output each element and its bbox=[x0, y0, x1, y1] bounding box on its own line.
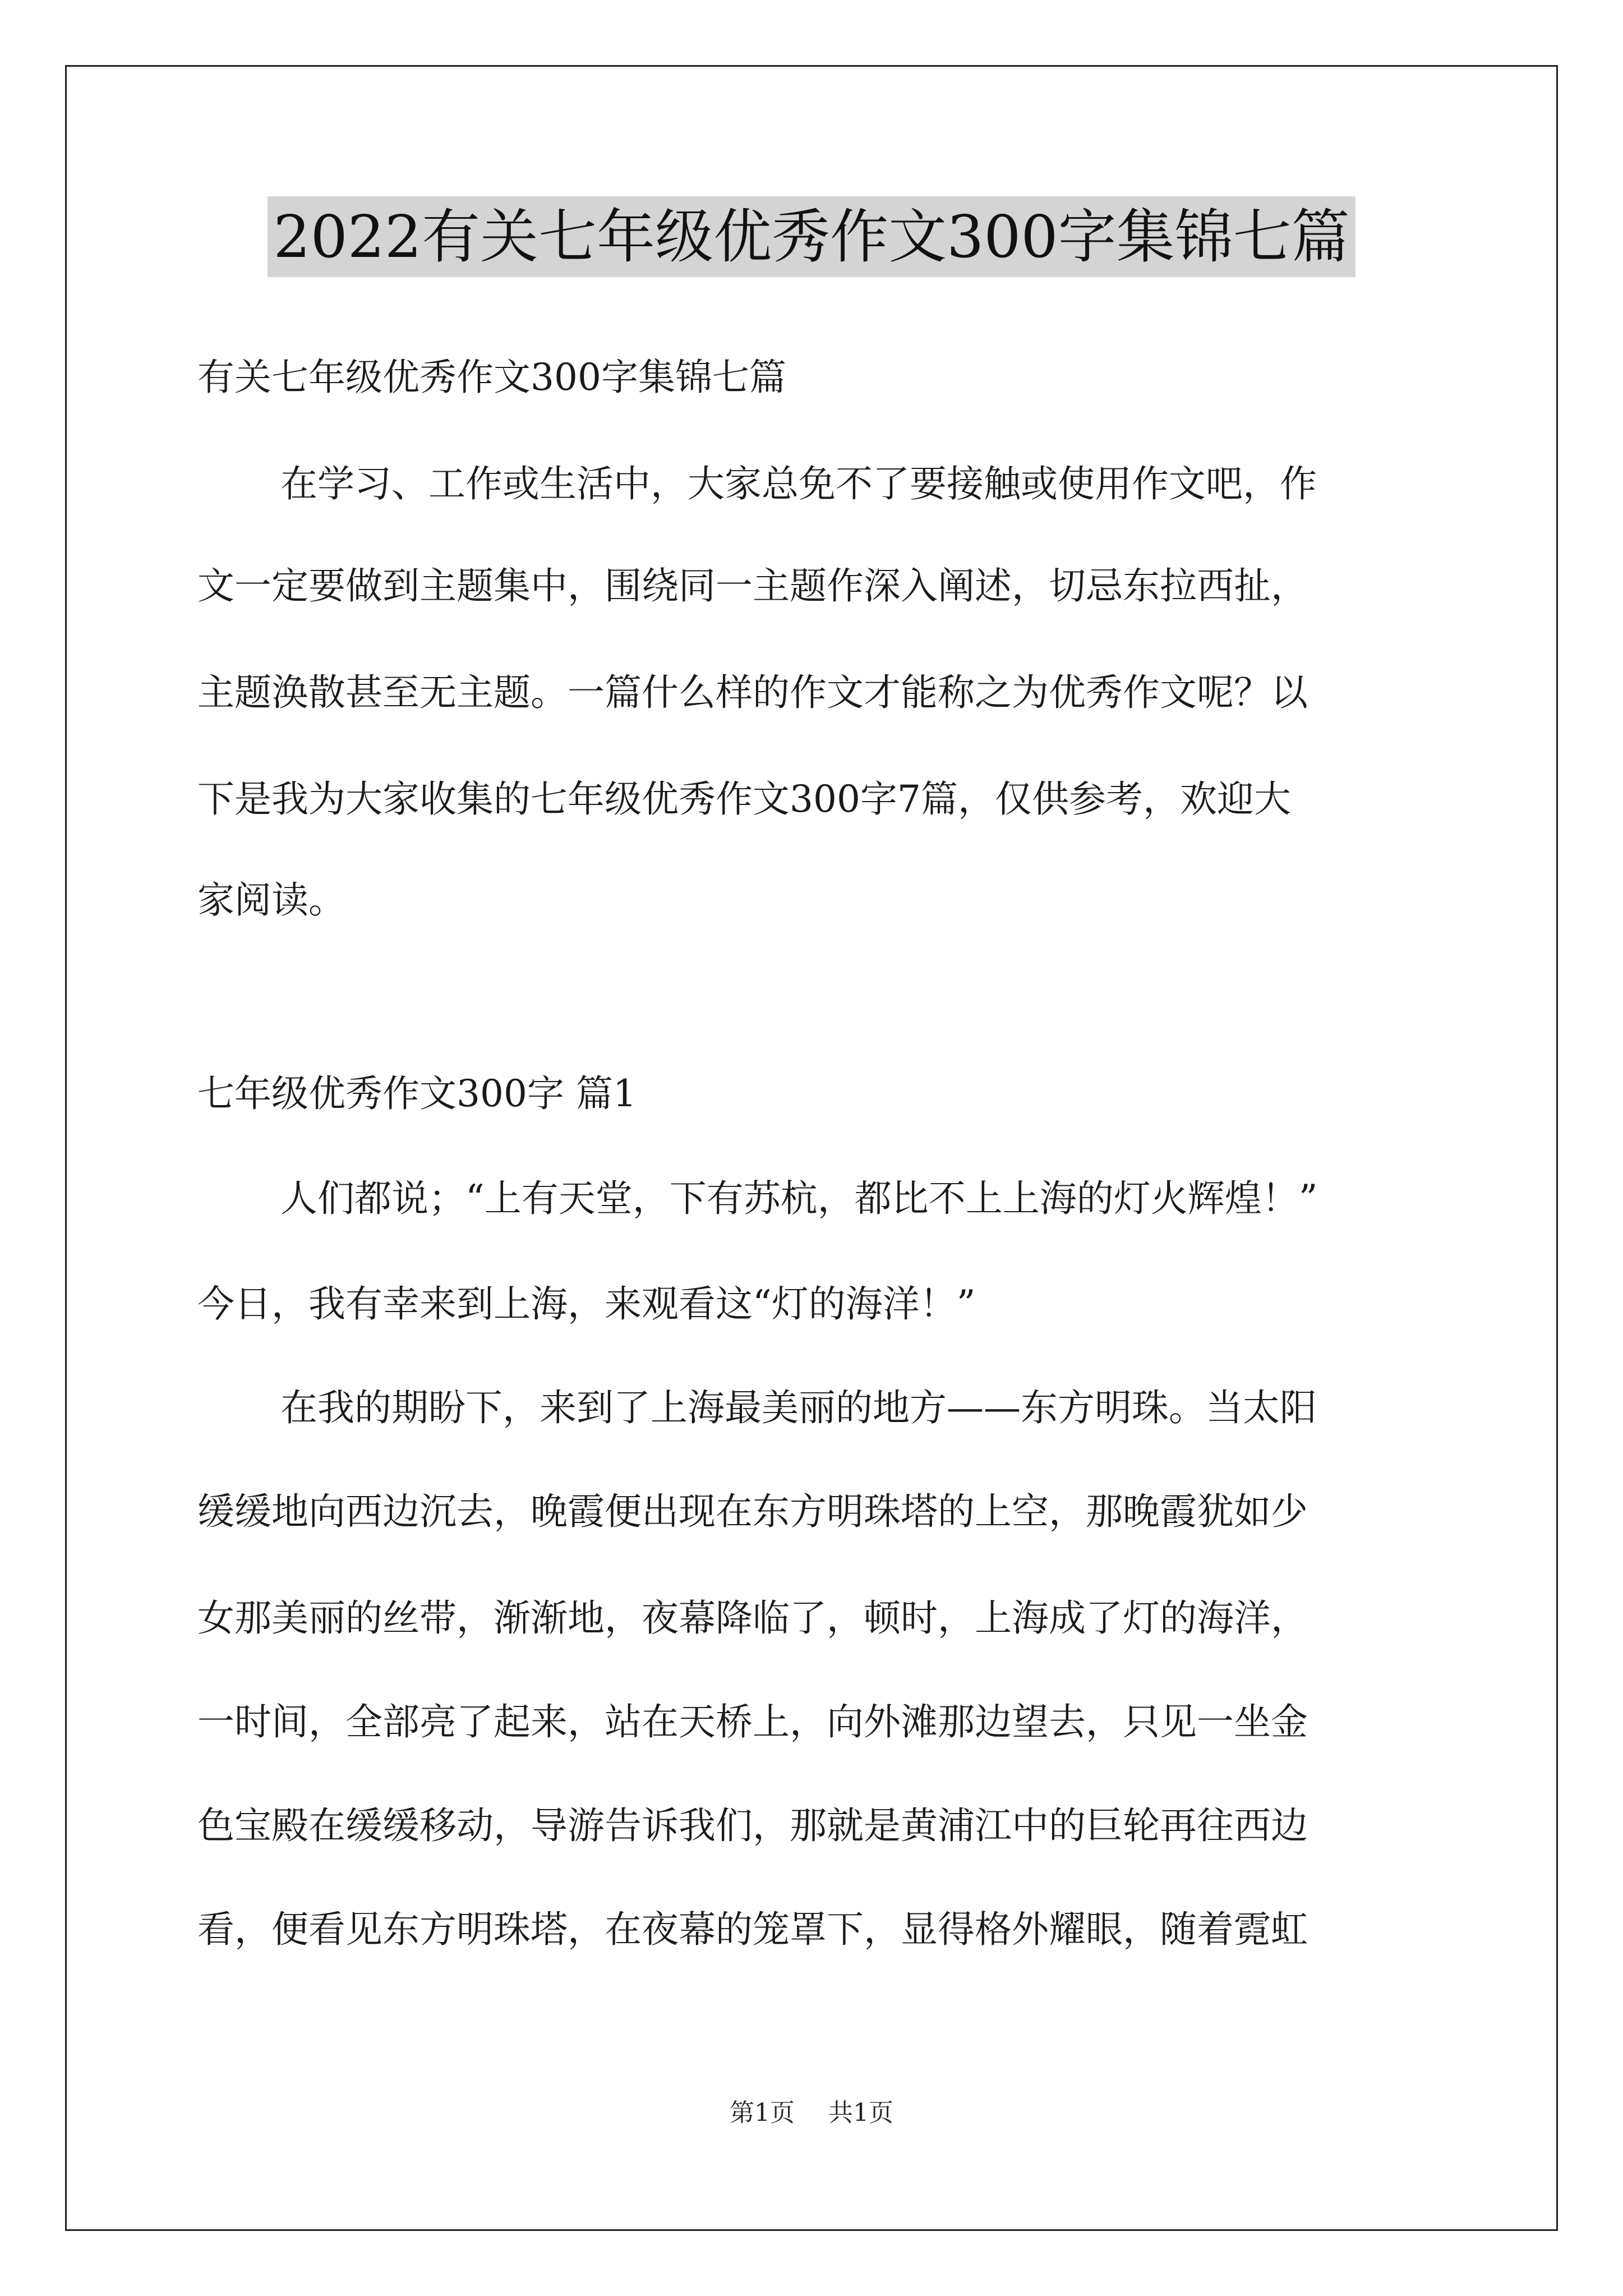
page-number: 第1页 bbox=[730, 2099, 795, 2127]
essay-line-8: 看，便看见东方明珠塔，在夜幕的笼罩下，显得格外耀眼，随着霓虹 bbox=[197, 1908, 1308, 1951]
section-heading: 七年级优秀作文300字 篇1 bbox=[197, 1072, 637, 1115]
intro-line-1: 在学习、工作或生活中，大家总免不了要接触或使用作文吧，作 bbox=[280, 462, 1317, 505]
essay-line-1: 人们都说；“上有天堂，下有苏杭，都比不上上海的灯火辉煌！” bbox=[280, 1177, 1318, 1220]
essay-line-6: 一时间，全部亮了起来，站在天桥上，向外滩那边望去，只见一坐金 bbox=[197, 1700, 1308, 1743]
intro-line-3: 主题涣散甚至无主题。一篇什么样的作文才能称之为优秀作文呢？以 bbox=[197, 671, 1308, 714]
essay-line-2: 今日，我有幸来到上海，来观看这“灯的海洋！” bbox=[197, 1282, 976, 1326]
intro-line-2: 文一定要做到主题集中，围绕同一主题作深入阐述，切忌东拉西扯， bbox=[197, 564, 1308, 608]
essay-line-4: 缓缓地向西边沉去，晚霞便出现在东方明珠塔的上空，那晚霞犹如少 bbox=[197, 1490, 1308, 1533]
page-total: 共1页 bbox=[828, 2099, 893, 2127]
intro-line-5: 家阅读。 bbox=[197, 878, 345, 922]
subtitle-line: 有关七年级优秀作文300字集锦七篇 bbox=[197, 356, 786, 399]
essay-line-7: 色宝殿在缓缓移动，导游告诉我们，那就是黄浦江中的巨轮再往西边 bbox=[197, 1804, 1308, 1847]
document-title: 2022有关七年级优秀作文300字集锦七篇 bbox=[268, 196, 1355, 277]
essay-line-3: 在我的期盼下，来到了上海最美丽的地方——东方明珠。当太阳 bbox=[280, 1386, 1317, 1429]
essay-line-5: 女那美丽的丝带，渐渐地，夜幕降临了，顿时，上海成了灯的海洋， bbox=[197, 1596, 1308, 1640]
intro-line-4: 下是我为大家收集的七年级优秀作文300字7篇，仅供参考，欢迎大 bbox=[197, 777, 1291, 821]
title-wrap bbox=[0, 196, 1623, 277]
page-footer bbox=[0, 2092, 1623, 2128]
